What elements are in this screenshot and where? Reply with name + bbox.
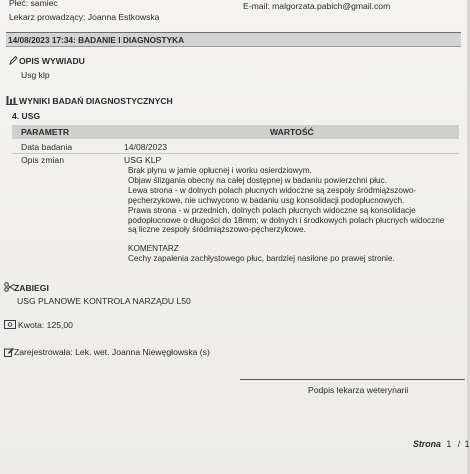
- table-row-divider: [12, 153, 459, 154]
- procedures-heading: ZABIEGI: [14, 283, 49, 293]
- page-separator: /: [457, 439, 461, 449]
- page-label: Strona: [413, 439, 441, 449]
- attending-doctor: Lekarz prowadzący: Joanna Estkowska: [9, 12, 160, 22]
- report-line: Brak płynu w jamie opłucnej i worku osierdziowym.: [128, 166, 312, 175]
- registered-by: Zarejestrowała: Lek. wet. Joanna Niewęgłowska (s): [14, 347, 210, 357]
- report-line: Objaw ślizgania obecny na całej dostępnej w badaniu powierzchni płuc.: [128, 175, 387, 185]
- column-header-parameter: PARAMETR: [21, 127, 70, 137]
- table-row-value: USG KLP: [124, 155, 162, 165]
- comment-text: Cechy zapalenia zachłystowego płuc, bardziej nasilone po prawej stronie.: [128, 254, 395, 264]
- interview-text: Usg klp: [21, 70, 50, 80]
- report-line: Lewa strona - w dolnych polach płucnych widoczne są zespoły śródmiąższowo-: [128, 185, 417, 195]
- table-header: [12, 125, 459, 139]
- usg-report-text: [128, 166, 444, 264]
- chart-icon: [6, 95, 18, 105]
- page-indicator: [413, 439, 470, 449]
- signature-caption: Podpis lekarza weterynarii: [308, 385, 409, 395]
- signature-line: [240, 379, 465, 380]
- pencil-icon: [9, 55, 18, 65]
- banknote-icon: [4, 320, 16, 329]
- table-row-param: Opis zmian: [21, 155, 64, 165]
- report-line: pęcherzykowe, nie uchwycono w badaniu usg konsolidacji podopłucnowych.: [128, 195, 405, 205]
- table-row-value: 14/08/2023: [124, 142, 168, 152]
- report-line: są liczne zespoły śródmiąższowo-pęcherzykowe.: [128, 225, 306, 235]
- report-line: Prawa strona - w przednich, dolnych polach płucnych widoczne są konsolidacje: [128, 205, 416, 215]
- owner-email: E-mail: malgorzata.pabich@gmail.com: [243, 1, 391, 11]
- comment-heading: KOMENTARZ: [128, 244, 179, 254]
- amount-label: Kwota: 125,00: [18, 320, 73, 330]
- table-row-param: Data badania: [21, 142, 73, 152]
- report-line: podopłucnowe o długości do 18mm; w dolnych i środkowych polach płucnych widoczne: [128, 215, 445, 225]
- interview-heading: OPIS WYWIADU: [19, 56, 85, 66]
- patient-sex: Płeć: samiec: [9, 0, 58, 8]
- page-total: 1: [464, 439, 470, 449]
- procedure-item: USG PLANOWE KONTROLA NARZĄDU L50: [17, 296, 191, 306]
- usg-test-title: 4. USG: [12, 111, 41, 121]
- visit-title: 14/08/2023 17:34: BADANIE I DIAGNOSTYKA: [8, 35, 185, 45]
- diagnostics-heading: WYNIKI BADAŃ DIAGNOSTYCZNYCH: [19, 96, 173, 106]
- column-header-value: WARTOŚĆ: [270, 127, 314, 137]
- divider-visit: [6, 46, 461, 47]
- page-current: 1: [446, 439, 452, 449]
